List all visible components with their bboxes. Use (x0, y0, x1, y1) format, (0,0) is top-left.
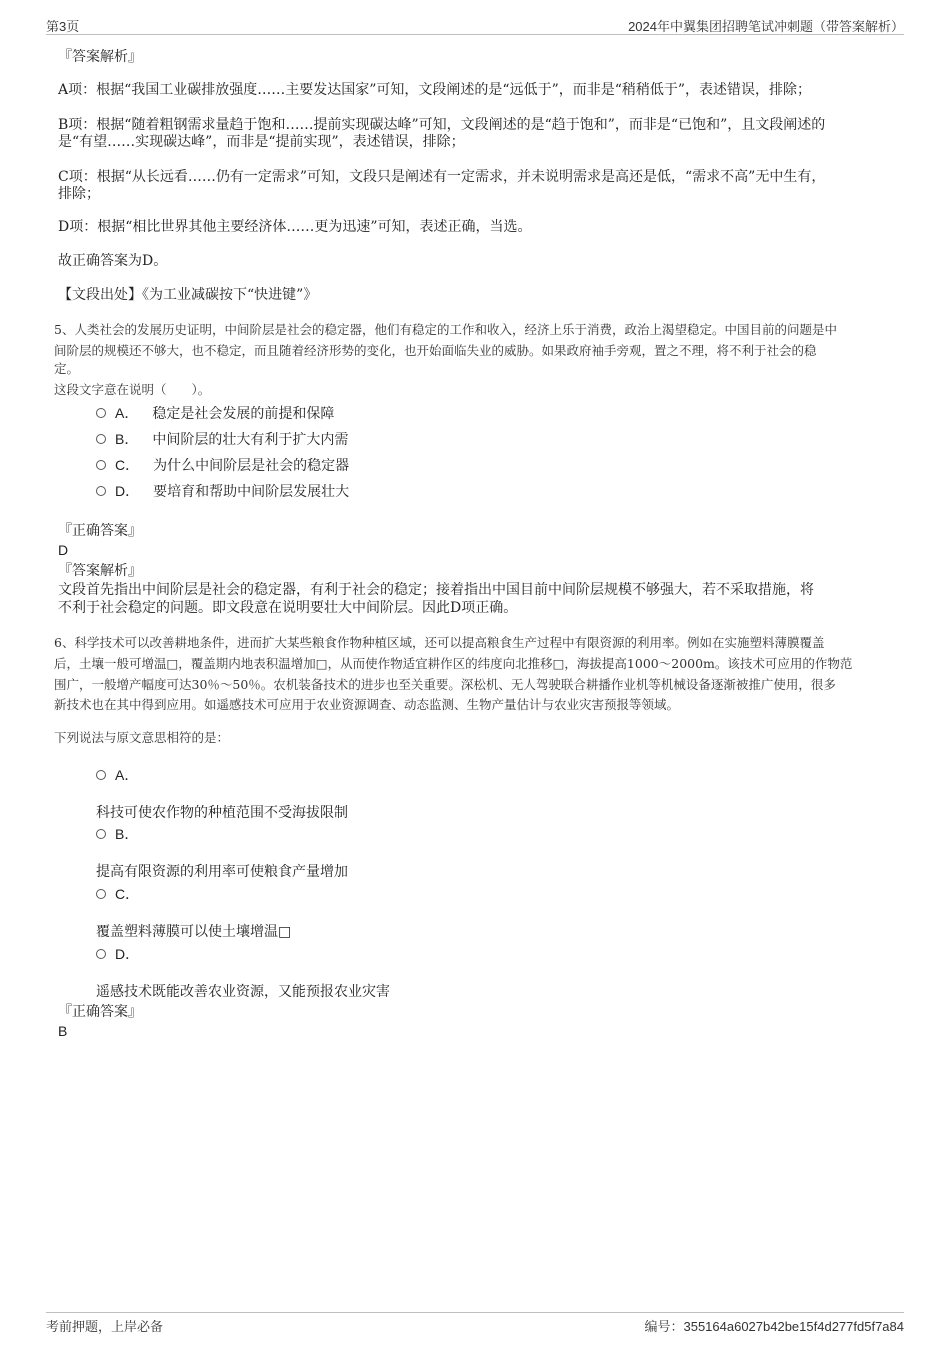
page-number: 第3页 (46, 19, 80, 34)
q5-stem-line1: 5、人类社会的发展历史证明，中间阶层是社会的稳定器，他们有稳定的工作和收入，经济上乐于消费，政治上渴望稳定。中国目前的问题是中 (54, 322, 837, 337)
q6-prompt: 下列说法与原文意思相符的是： (54, 730, 230, 745)
q6-answer: B (58, 1023, 68, 1039)
q4-analysis-c-line2: 排除； (58, 186, 100, 202)
q6-answer-heading: 『正确答案』 (58, 1004, 142, 1020)
radio-icon[interactable] (96, 408, 106, 418)
q6-option-d-text: 遥感技术既能改善农业资源，又能预报农业灾害 (96, 984, 390, 1000)
page-footer (46, 1312, 904, 1335)
page-header (46, 14, 904, 35)
radio-icon[interactable] (96, 949, 106, 959)
q5-analysis-heading: 『答案解析』 (58, 563, 142, 579)
radio-icon[interactable] (96, 829, 106, 839)
q6-option-c-text: 覆盖塑料薄膜可以使土壤增温□ (96, 924, 292, 940)
q4-analysis-a: A项：根据“我国工业碳排放强度……主要发达国家”可知，文段阐述的是“远低于”，而非是“稍稍低于”，表述错误，排除； (58, 82, 812, 98)
q5-prompt: 这段文字意在说明（ ）。 (54, 382, 211, 397)
q5-analysis-line1: 文段首先指出中间阶层是社会的稳定器，有利于社会的稳定；接着指出中国目前中间阶层规模不够强大，若不采取措施，将 (58, 582, 814, 598)
q5-option-d[interactable]: D． 要培育和帮助中间阶层发展壮大 (96, 481, 349, 501)
q4-analysis-heading: 『答案解析』 (58, 49, 142, 65)
q5-option-c[interactable]: C． 为什么中间阶层是社会的稳定器 (96, 455, 349, 475)
q6-option-a-text: 科技可使农作物的种植范围不受海拔限制 (96, 805, 348, 821)
q6-option-b-text: 提高有限资源的利用率可使粮食产量增加 (96, 864, 348, 880)
q4-conclusion: 故正确答案为D。 (58, 253, 168, 269)
q4-analysis-b-line2: 是“有望……实现碳达峰”，而非是“提前实现”，表述错误，排除； (58, 134, 465, 150)
q6-option-c[interactable]: C． (96, 884, 153, 904)
q5-stem-line3: 定。 (54, 361, 80, 376)
footer-serial-number: 编号：355164a6027b42be15f4d277fd5f7a84 (644, 1319, 904, 1334)
radio-icon[interactable] (96, 770, 106, 780)
q4-analysis-c-line1: C项：根据“从长远看……仍有一定需求”可知，文段只是阐述有一定需求，并未说明需求是高还是低，“需求不高”无中生有， (58, 169, 826, 185)
q6-stem-line2: 后，土壤一般可增温□，覆盖期内地表积温增加□，从而使作物适宜耕作区的纬度向北推移□，海拔提高1000～2000m。该技术可应用的作物范 (54, 656, 853, 671)
q5-stem-line2: 间阶层的规模还不够大，也不稳定，而且随着经济形势的变化，也开始面临失业的威胁。如果政府袖手旁观，置之不理，将不利于社会的稳 (54, 343, 817, 358)
q5-option-a[interactable]: A． 稳定是社会发展的前提和保障 (96, 403, 334, 423)
q4-analysis-d: D项：根据“相比世界其他主要经济体……更为迅速”可知，表述正确，当选。 (58, 219, 532, 235)
q5-answer: D (58, 542, 69, 558)
q6-option-d[interactable]: D． (96, 944, 153, 964)
footer-slogan: 考前押题，上岸必备 (46, 1319, 164, 1334)
q5-answer-heading: 『正确答案』 (58, 523, 142, 539)
q6-option-a[interactable]: A． (96, 765, 152, 785)
q6-option-b[interactable]: B． (96, 824, 152, 844)
q6-stem-line3: 围广，一般增产幅度可达30％～50％。农机装备技术的进步也至关重要。深松机、无人驾驶联合耕播作业机等机械设备逐渐被推广使用，很多 (54, 677, 836, 692)
document-title: 2024年中翼集团招聘笔试冲刺题（带答案解析） (628, 19, 904, 34)
q5-analysis-line2: 不利于社会稳定的问题。即文段意在说明要壮大中间阶层。因此D项正确。 (58, 600, 518, 616)
radio-icon[interactable] (96, 460, 106, 470)
radio-icon[interactable] (96, 889, 106, 899)
radio-icon[interactable] (96, 486, 106, 496)
q5-option-b[interactable]: B． 中间阶层的壮大有利于扩大内需 (96, 429, 348, 449)
q4-analysis-b-line1: B项：根据“随着粗钢需求量趋于饱和……提前实现碳达峰”可知，文段阐述的是“趋于饱和”，而非是“已饱和”，且文段阐述的 (58, 117, 826, 133)
q4-source: 【文段出处】《为工业减碳按下“快进键”》 (58, 287, 318, 303)
q6-stem-line1: 6、科学技术可以改善耕地条件，进而扩大某些粮食作物种植区域，还可以提高粮食生产过程中有限资源的利用率。例如在实施塑料薄膜覆盖 (54, 635, 825, 650)
radio-icon[interactable] (96, 434, 106, 444)
q6-stem-line4: 新技术也在其中得到应用。如遥感技术可应用于农业资源调查、动态监测、生物产量估计与农业灾害预报等领域。 (54, 697, 680, 712)
